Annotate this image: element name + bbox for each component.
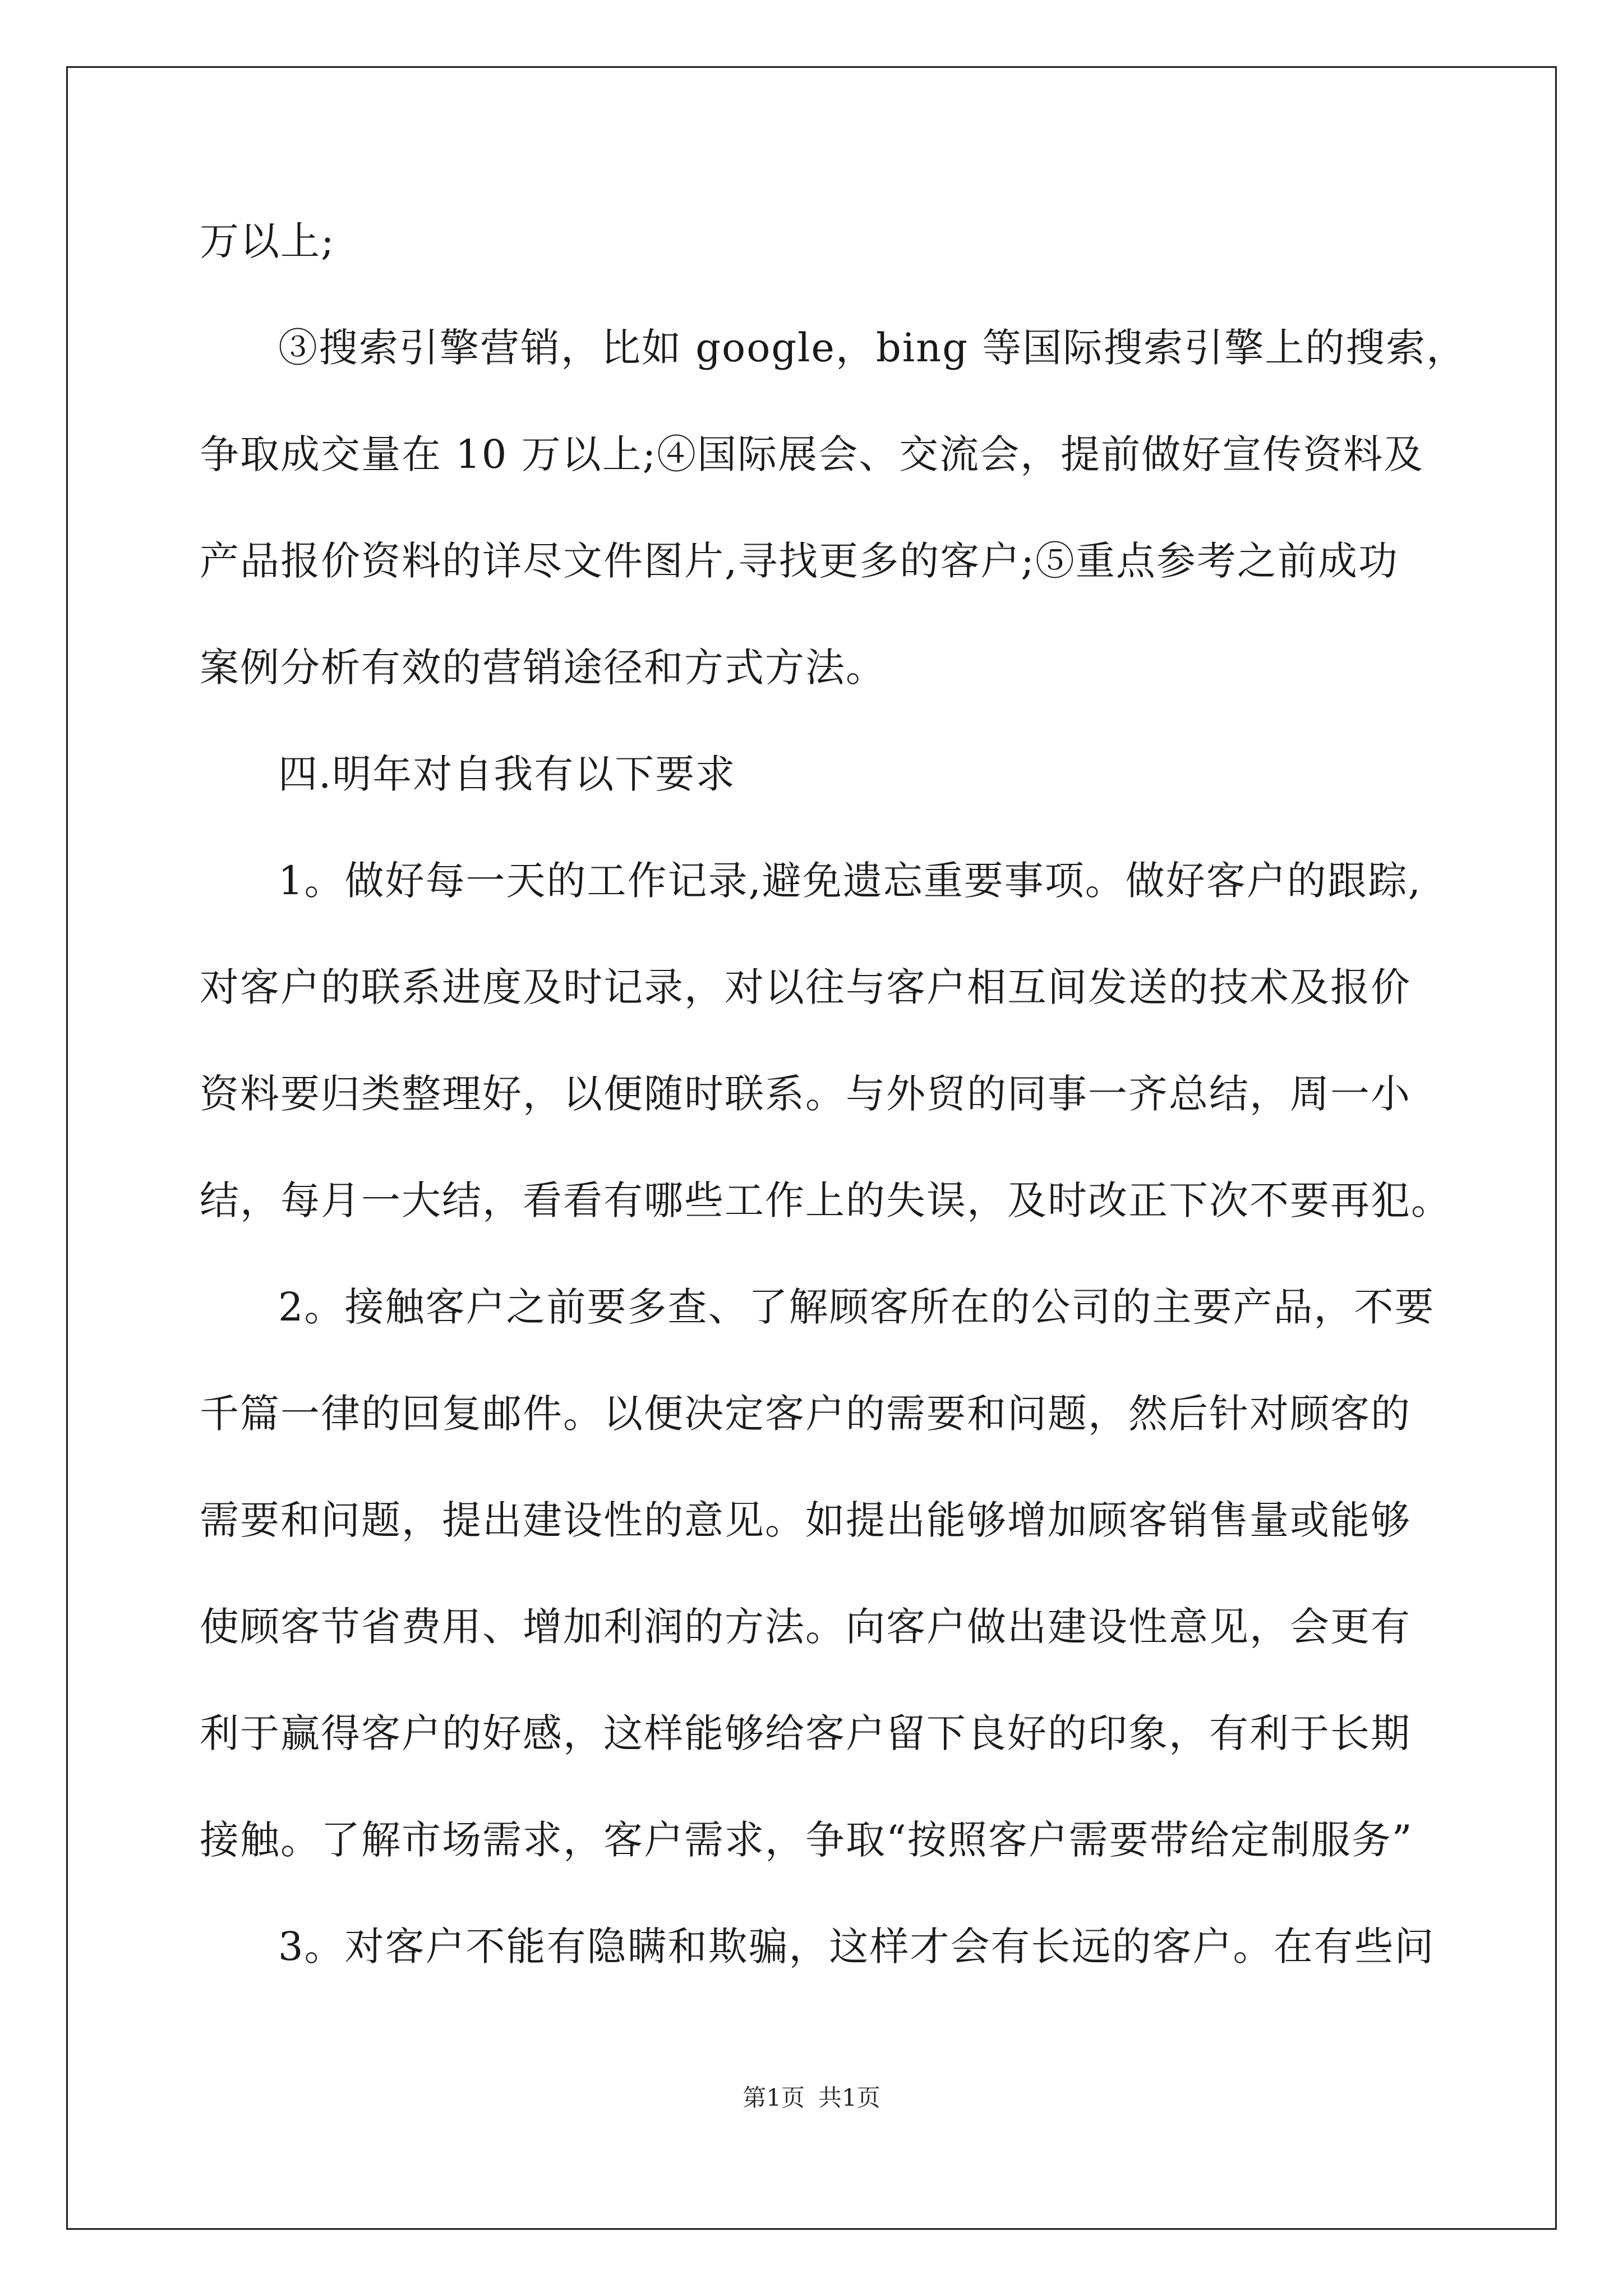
text-line: 产品报价资料的详尽文件图片,寻找更多的客户;⑤重点参考之前成功 bbox=[200, 538, 1399, 584]
text-line: 2。接触客户之前要多查、了解顾客所在的公司的主要产品，不要 bbox=[278, 1284, 1435, 1330]
text-line: 争取成交量在 10 万以上;④国际展会、交流会，提前做好宣传资料及 bbox=[200, 431, 1424, 477]
text-line: 对客户的联系进度及时记录，对以往与客户相互间发送的技术及报价 bbox=[200, 964, 1411, 1010]
text-line: 接触。了解市场需求，客户需求，争取“按照客户需要带给定制服务” bbox=[200, 1817, 1413, 1863]
text-line: 结，每月一大结，看看有哪些工作上的失误，及时改正下次不要再犯。 bbox=[200, 1177, 1451, 1223]
text-line: 资料要归类整理好，以便随时联系。与外贸的同事一齐总结，周一小 bbox=[200, 1071, 1411, 1117]
page-number: 第1页 bbox=[743, 2084, 805, 2111]
page-total: 共1页 bbox=[818, 2084, 880, 2111]
text-line: 千篇一律的回复邮件。以便决定客户的需要和问题，然后针对顾客的 bbox=[200, 1391, 1411, 1437]
text-line: 1。做好每一天的工作记录,避免遗忘重要事项。做好客户的跟踪, bbox=[278, 858, 1422, 904]
section-heading: 四.明年对自我有以下要求 bbox=[278, 751, 736, 797]
text-line: 万以上; bbox=[200, 218, 335, 264]
text-line: 需要和问题，提出建设性的意见。如提出能够增加顾客销售量或能够 bbox=[200, 1497, 1411, 1543]
text-line: 案例分析有效的营销途径和方式方法。 bbox=[200, 645, 886, 691]
page-footer bbox=[0, 2081, 1623, 2115]
text-line: 3。对客户不能有隐瞒和欺骗，这样才会有长远的客户。在有些问 bbox=[278, 1924, 1435, 1970]
text-line: 利于赢得客户的好感，这样能够给客户留下良好的印象，有利于长期 bbox=[200, 1710, 1411, 1756]
text-line: 使顾客节省费用、增加利润的方法。向客户做出建设性意见，会更有 bbox=[200, 1604, 1411, 1650]
text-line: ③搜索引擎营销，比如 google，bing 等国际搜索引擎上的搜索， bbox=[278, 325, 1467, 371]
page-border bbox=[66, 66, 1557, 2230]
